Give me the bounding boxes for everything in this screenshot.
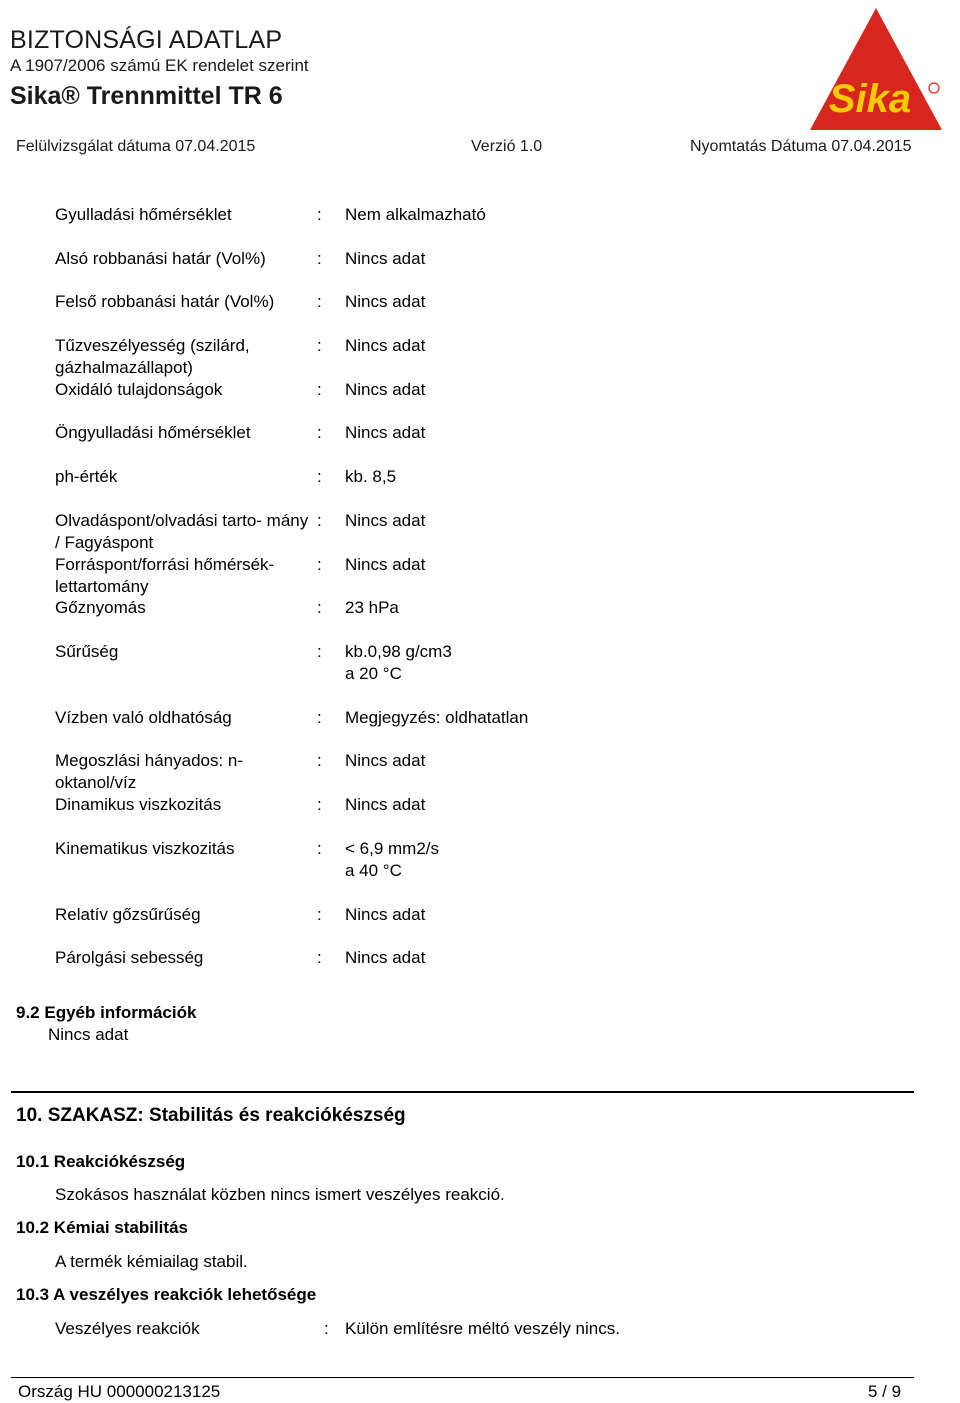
- property-colon: :: [317, 555, 322, 574]
- property-colon: :: [317, 642, 322, 661]
- property-label: Öngyulladási hőmérséklet: [55, 423, 251, 442]
- property-value-main: Nincs adat: [345, 336, 426, 355]
- property-colon: :: [317, 423, 322, 442]
- property-value: [345, 597, 945, 619]
- property-label: Dinamikus viszkozitás: [55, 795, 222, 814]
- section-10-title: 10. SZAKASZ: Stabilitás és reakciókészség: [16, 1105, 406, 1126]
- property-value: [345, 838, 945, 882]
- regulation-reference: A 1907/2006 számú EK rendelet szerint: [10, 56, 309, 75]
- document-title: BIZTONSÁGI ADATLAP: [10, 26, 283, 54]
- section-10-3-heading: 10.3 A veszélyes reakciók lehetősége: [16, 1285, 317, 1304]
- property-label: Gőznyomás: [55, 598, 146, 617]
- hazardous-reactions-value: Külön említésre méltó veszély nincs.: [345, 1319, 620, 1338]
- property-value-main: Nincs adat: [345, 555, 426, 574]
- property-value: [345, 904, 945, 926]
- property-value-main: kb. 8,5: [345, 467, 397, 486]
- property-colon: :: [317, 905, 322, 924]
- property-value-main: Nincs adat: [345, 423, 426, 442]
- property-colon: :: [317, 205, 322, 224]
- property-value-main: Nem alkalmazható: [345, 205, 486, 224]
- section-10-1-text: Szokásos használat közben nincs ismert veszélyes reakció.: [55, 1185, 505, 1204]
- hazardous-reactions-label: Veszélyes reakciók: [55, 1319, 200, 1338]
- property-value: [345, 335, 945, 357]
- property-colon: :: [317, 795, 322, 814]
- property-value-main: Nincs adat: [345, 511, 426, 530]
- property-value: [345, 947, 945, 969]
- section-10-1-heading: 10.1 Reakciókészség: [16, 1152, 186, 1171]
- property-value-main: Nincs adat: [345, 380, 426, 399]
- property-label: ph-érték: [55, 467, 118, 486]
- property-value-main: Nincs adat: [345, 948, 426, 967]
- property-label: Felső robbanási határ (Vol%): [55, 292, 275, 311]
- property-colon: :: [317, 598, 322, 617]
- property-value-main: kb.0,98 g/cm3: [345, 642, 452, 661]
- property-value: [345, 794, 945, 816]
- property-colon: :: [317, 467, 322, 486]
- property-value: [345, 707, 945, 729]
- property-value: [345, 641, 945, 685]
- property-colon: :: [317, 751, 322, 770]
- product-name: Sika® Trennmittel TR 6: [10, 82, 283, 110]
- property-colon: :: [317, 249, 322, 268]
- section-10-2-text: A termék kémiailag stabil.: [55, 1252, 248, 1271]
- property-value: [345, 204, 945, 226]
- property-value: [345, 379, 945, 401]
- property-colon: :: [317, 948, 322, 967]
- section-10-2-heading: 10.2 Kémiai stabilitás: [16, 1218, 188, 1237]
- section-9-2-text: Nincs adat: [48, 1025, 129, 1044]
- property-value: [345, 554, 945, 576]
- property-label: Olvadáspont/olvadási tarto- mány / Fagyáspont: [55, 511, 309, 552]
- footer-country-code: Ország HU 000000213125: [18, 1382, 221, 1401]
- footer-rule: [11, 1377, 914, 1378]
- property-value-main: 23 hPa: [345, 598, 399, 617]
- property-colon: :: [317, 839, 322, 858]
- property-value: [345, 510, 945, 532]
- hazardous-reactions-colon: :: [324, 1319, 329, 1338]
- property-colon: :: [317, 380, 322, 399]
- property-value-main: < 6,9 mm2/s: [345, 839, 440, 858]
- property-colon: :: [317, 708, 322, 727]
- version: Verzió 1.0: [471, 138, 543, 155]
- property-value-main: Nincs adat: [345, 249, 426, 268]
- section-divider: [11, 1091, 914, 1093]
- property-colon: :: [317, 292, 322, 311]
- property-label: Párolgási sebesség: [55, 948, 204, 967]
- property-value-main: Nincs adat: [345, 751, 426, 770]
- property-label: Oxidáló tulajdonságok: [55, 380, 223, 399]
- property-value-main: Nincs adat: [345, 292, 426, 311]
- property-label: Tűzveszélyesség (szilárd, gázhalmazállapot): [55, 336, 250, 377]
- property-label: Alsó robbanási határ (Vol%): [55, 249, 266, 268]
- property-label: Gyulladási hőmérséklet: [55, 205, 232, 224]
- property-value: [345, 248, 945, 270]
- property-colon: :: [317, 511, 322, 530]
- print-date: Nyomtatás Dátuma 07.04.2015: [690, 138, 912, 155]
- property-value: [345, 750, 945, 772]
- property-label: Vízben való oldhatóság: [55, 708, 232, 727]
- page-number: 5 / 9: [868, 1382, 902, 1401]
- property-value: [345, 291, 945, 313]
- page-header: [0, 0, 960, 140]
- property-label: Megoszlási hányados: n- oktanol/víz: [55, 751, 244, 792]
- property-value-main: Nincs adat: [345, 905, 426, 924]
- property-label: Forráspont/forrási hőmérsék- lettartomány: [55, 555, 275, 596]
- property-label: Kinematikus viszkozitás: [55, 839, 235, 858]
- property-value: [345, 422, 945, 444]
- property-value-main: Nincs adat: [345, 795, 426, 814]
- revision-date: Felülvizsgálat dátuma 07.04.2015: [16, 138, 256, 155]
- property-label: Sűrűség: [55, 642, 119, 661]
- property-colon: :: [317, 336, 322, 355]
- property-label: Relatív gőzsűrűség: [55, 905, 201, 924]
- property-value-condition: a 40 °C: [345, 861, 402, 880]
- property-value-main: Megjegyzés: oldhatatlan: [345, 708, 529, 727]
- property-value: [345, 466, 945, 488]
- sika-logo: [806, 6, 946, 132]
- property-value-condition: a 20 °C: [345, 664, 402, 683]
- svg-text:Sika: Sika: [828, 77, 912, 121]
- section-9-2-heading: 9.2 Egyéb információk: [16, 1003, 197, 1022]
